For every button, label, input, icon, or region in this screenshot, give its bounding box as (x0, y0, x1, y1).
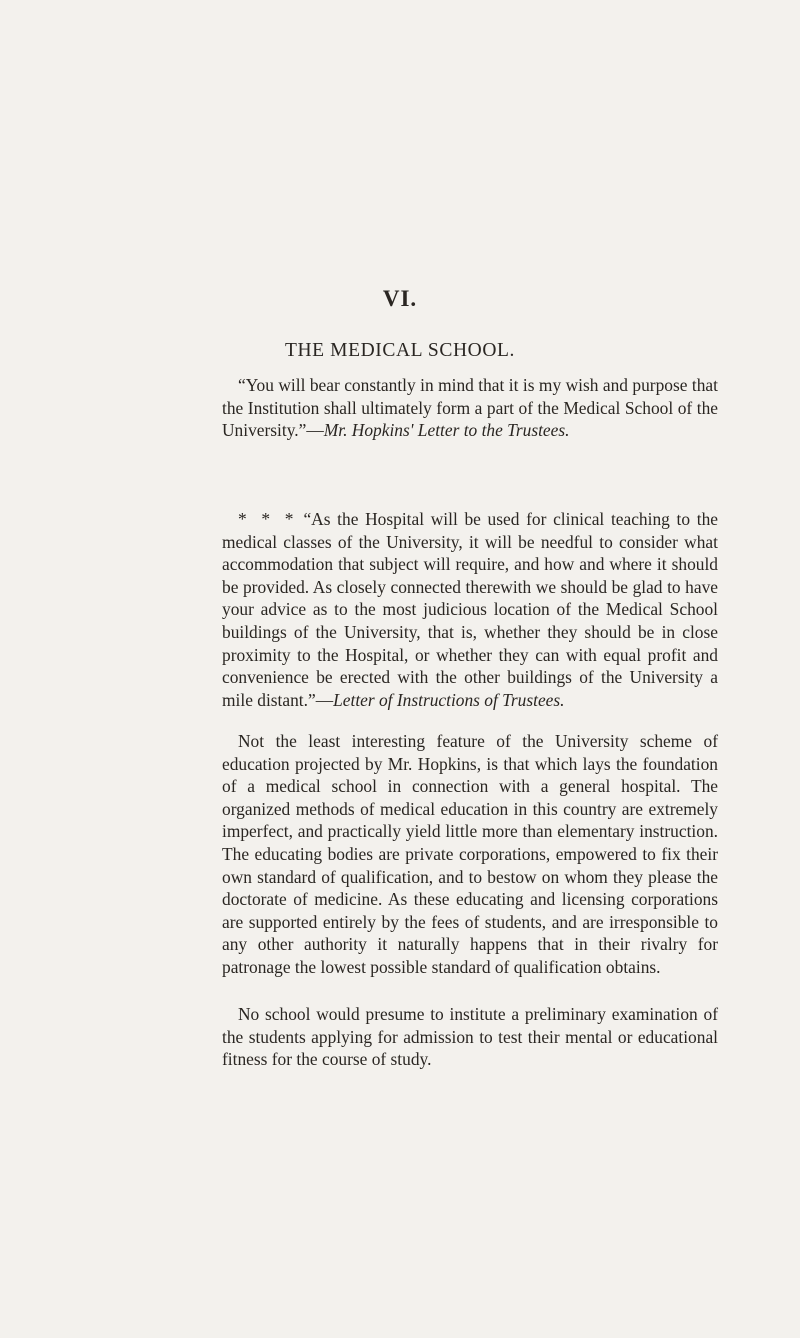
founder-quote-source: Mr. Hopkins' Letter to the Trustees. (323, 420, 570, 441)
instructions-quote (222, 508, 718, 711)
chapter-title: THE MEDICAL SCHOOL. (284, 340, 516, 361)
founder-quote (222, 374, 718, 442)
instructions-quote-text: “As the Hospital will be used for clinical teaching to the medical classes of the University, it will be needful to consider what accommodation that subject will require, and how and where it should be provided. As closely connected therewith we should be glad to have your advice as to the most judicious location of the Medical School buildings of the University, that is, whether they should be in close proximity to the Hospital, or whether they can with equal profit and convenience be erected with the other buildings of the University a mile distant.”— (222, 509, 718, 710)
instructions-quote-source: Letter of Instructions of Trustees. (333, 689, 565, 710)
chapter-number: VI. (382, 286, 418, 311)
founder-quote-paragraph (222, 374, 718, 442)
paragraph-text: Not the least interesting feature of the University scheme of education projected by Mr. Hopkins, is that which lays the foundation of a medical school in connection with a general hospital. The organized methods of medical education in this country are extremely imperfect, and practically yield little more than elementary instruction. The educating bodies are private corporations, empowered to fix their own standard of qualification, and to bestow on whom they please the doctorate of medicine. As these educating and licensing corporations are supported entirely by the fees of students, and are irresponsible to any other authority it naturally happens that in their rivalry for patronage the lowest possible standard of qualification obtains. (222, 731, 718, 977)
body-paragraph-1 (222, 730, 718, 979)
founder-quote-text: “You will bear constantly in mind that it is my wish and purpose that the Institution shall ultimately form a part of the Medical School of the University.”— (222, 375, 718, 441)
ellipsis-stars: * * * (238, 509, 298, 529)
instructions-quote-paragraph (222, 508, 718, 711)
body-paragraph-2 (222, 1003, 718, 1071)
paragraph-text: No school would presume to institute a preliminary examination of the students applying for admission to test their mental or educational fitness for the course of study. (222, 1004, 718, 1070)
